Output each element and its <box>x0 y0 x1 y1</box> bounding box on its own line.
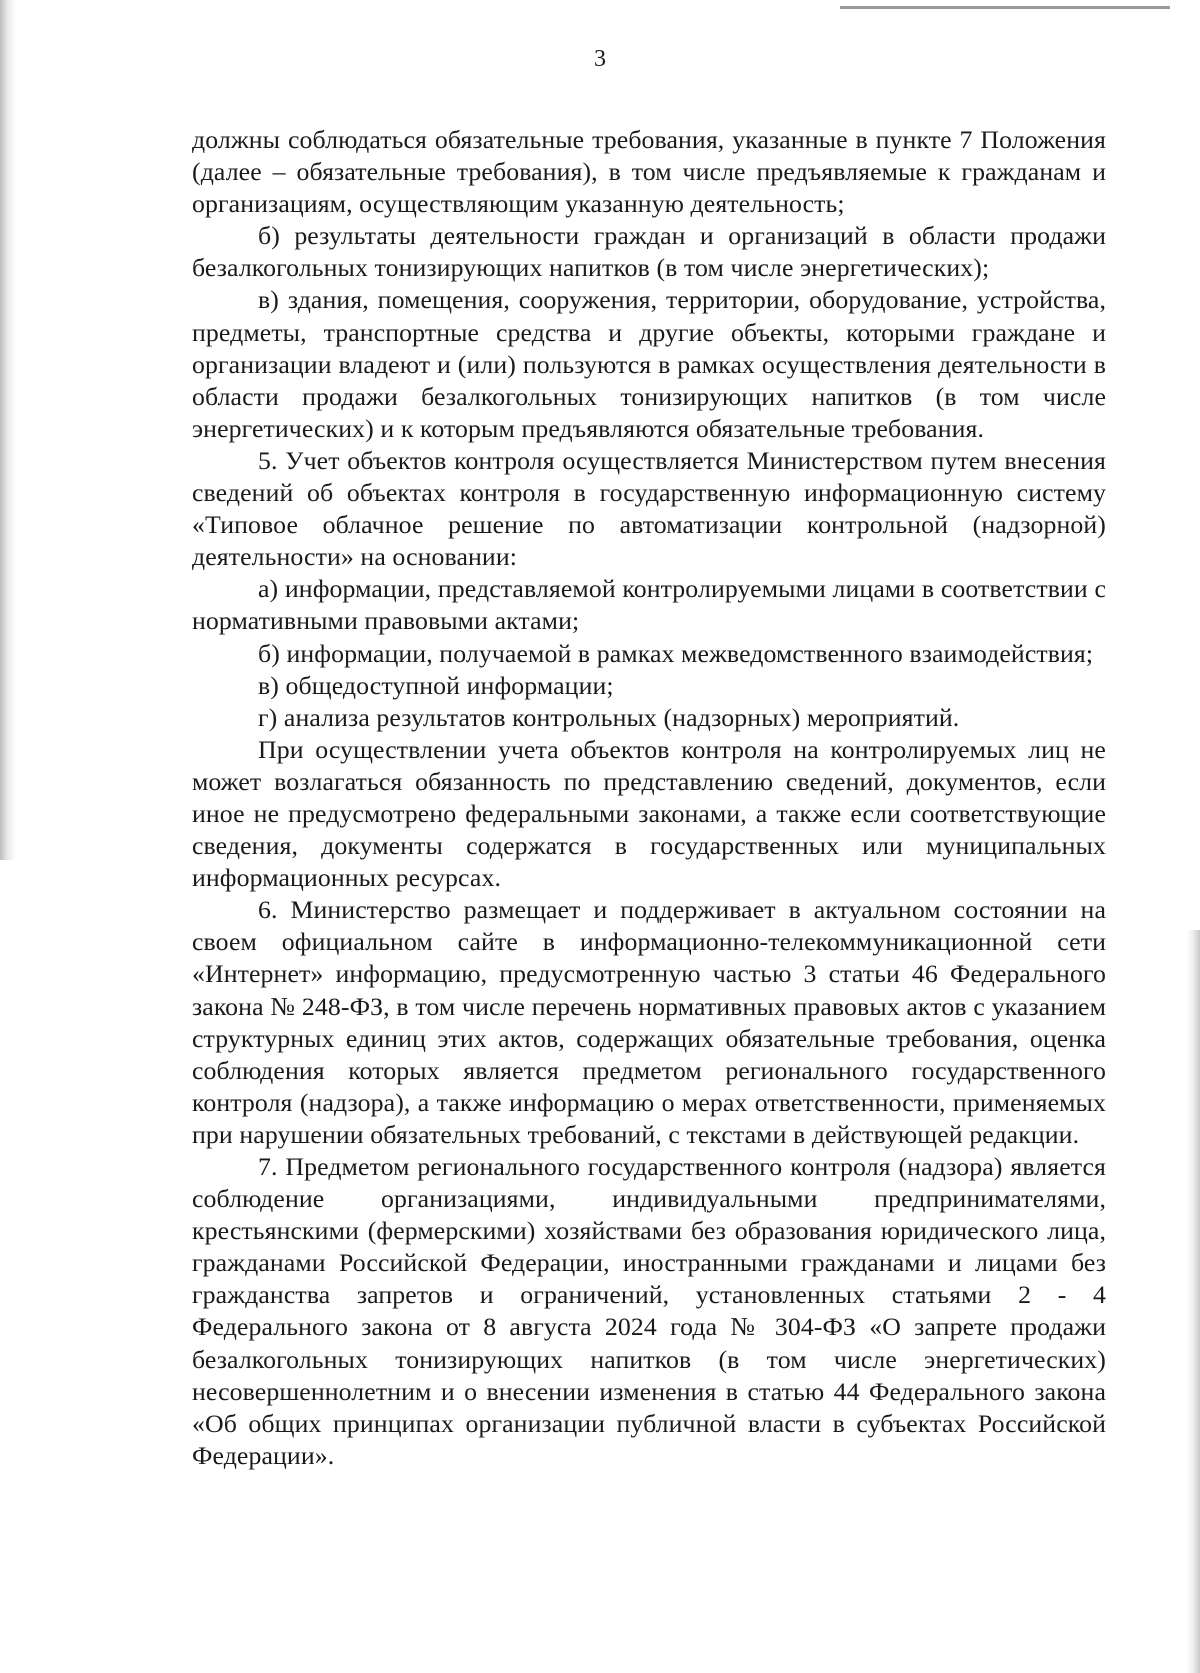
document-body <box>192 124 1106 1472</box>
paragraph-b-interagency: б) информации, получаемой в рамках межведомственного взаимодействия; <box>258 638 1094 668</box>
paragraph-5-accounting: 5. Учет объектов контроля осуществляется Министерством путем внесения сведений об объектах контроля в государственную информационную систему «Типовое облачное решение по автоматизации контрольной (надзорной) деятельности» на основании: <box>192 445 1106 572</box>
paragraph-a-information: а) информации, представляемой контролируемыми лицами в соответствии с нормативными правовыми актами; <box>192 574 1106 636</box>
paragraph-no-obligation: При осуществлении учета объектов контроля на контролируемых лиц не может возлагаться обязанность по представлению сведений, документов, если иное не предусмотрено федеральными законами, а также если соответствующие сведения, документы содержатся в государственных или муниципальных информационных ресурсах. <box>192 734 1106 893</box>
scan-edge-left <box>0 0 16 860</box>
paragraph-b-results: б) результаты деятельности граждан и организаций в области продажи безалкогольных тонизирующих напитков (в том числе энергетических); <box>192 221 1106 283</box>
paragraph-v-public: в) общедоступной информации; <box>258 670 614 700</box>
paragraph-7-subject: 7. Предметом регионального государственного контроля (надзора) является соблюдение организациями, индивидуальными предпринимателями, крестьянскими (фермерскими) хозяйствами без образования юридического лица, гражданами Российской Федерации, иностранными гражданами и лицами без гражданства запретов и ограничений, установленных статьями 2 - 4 Федерального закона от 8 августа 2024 года № 304-ФЗ «О запрете продажи безалкогольных тонизирующих напитков (в том числе энергетических) несовершеннолетним и о внесении изменения в статью 44 Федерального закона «Об общих принципах организации публичной власти в субъектах Российской Федерации». <box>192 1152 1106 1470</box>
scan-line-top <box>840 6 1170 9</box>
scan-edge-right <box>1186 930 1200 1673</box>
paragraph-continuation: должны соблюдаться обязательные требования, указанные в пункте 7 Положения (далее – обязательные требования), в том числе предъявляемые к гражданам и организациям, осуществляющим указанную деятельность; <box>192 125 1106 219</box>
page-number: 3 <box>594 46 606 72</box>
paragraph-v-objects: в) здания, помещения, сооружения, территории, оборудование, устройства, предметы, транспортные средства и другие объекты, которыми граждане и организации владеют и (или) пользуются в рамках осуществления деятельности в области продажи безалкогольных тонизирующих напитков (в том числе энергетических) и к которым предъявляются обязательные требования. <box>192 285 1106 443</box>
paragraph-6-website: 6. Министерство размещает и поддерживает в актуальном состоянии на своем официальном сайте в информационно-телекоммуникационной сети «Интернет» информацию, предусмотренную частью 3 статьи 46 Федерального закона № 248-ФЗ, в том числе перечень нормативных правовых актов с указанием структурных единиц этих актов, содержащих обязательные требования, оценка соблюдения которых является предметом регионального государственного контроля (надзора), а также информацию о мерах ответственности, применяемых при нарушении обязательных требований, с текстами в действующей редакции. <box>192 895 1106 1149</box>
paragraph-g-analysis: г) анализа результатов контрольных (надзорных) мероприятий. <box>258 702 960 732</box>
